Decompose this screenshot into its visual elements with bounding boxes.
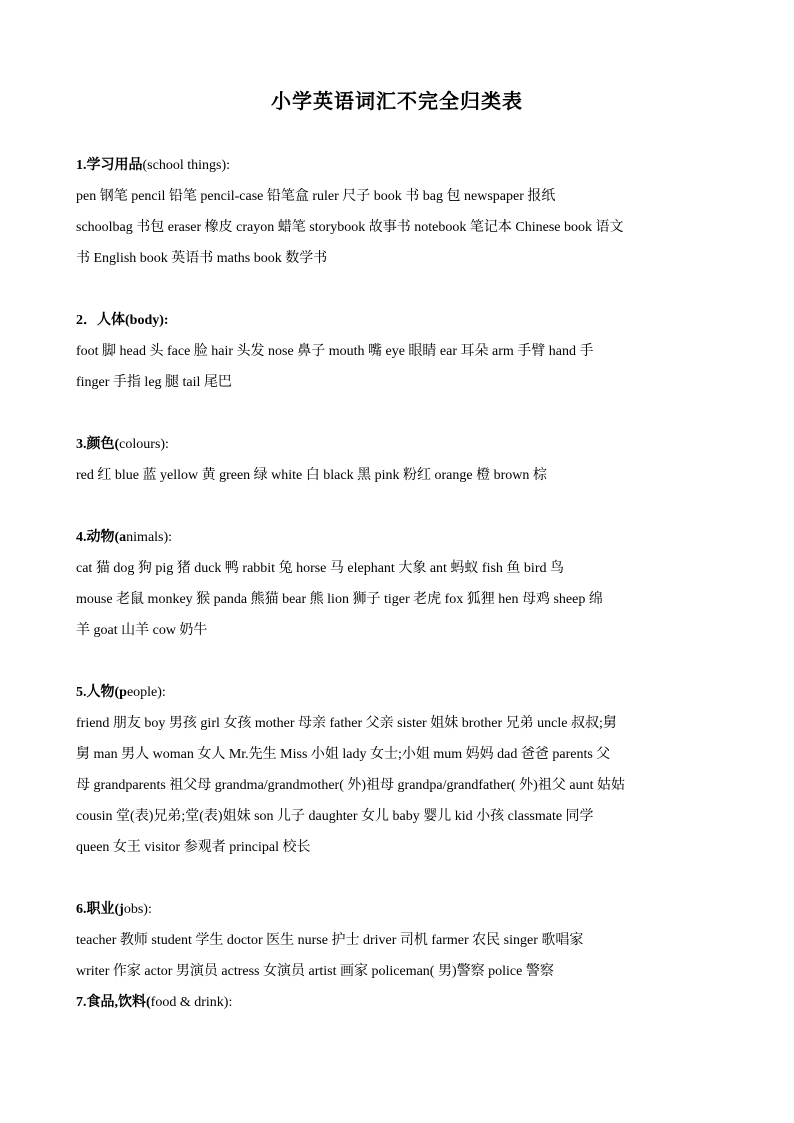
section-people <box>76 677 726 863</box>
heading-bold: 1.学习用品 <box>76 158 143 173</box>
vocab-line: 羊 goat 山羊 cow 奶牛 <box>76 623 208 638</box>
heading-rest: colours): <box>119 437 169 452</box>
heading-rest: eople): <box>126 685 166 700</box>
section-school-things <box>76 150 726 274</box>
heading-rest: obs): <box>123 902 152 917</box>
vocab-line: pen 钢笔 pencil 铅笔 pencil-case 铅笔盒 ruler 尺子 book 书 bag 包 newspaper 报纸 <box>76 189 556 204</box>
section-animals <box>76 522 726 646</box>
vocab-line: friend 朋友 boy 男孩 girl 女孩 mother 母亲 father 父亲 sister 姐妹 brother 兄弟 uncle 叔叔;舅 <box>76 716 617 731</box>
vocab-line: cat 猫 dog 狗 pig 猪 duck 鸭 rabbit 兔 horse 马 elephant 大象 ant 蚂蚁 fish 鱼 bird 鸟 <box>76 561 564 576</box>
section-heading <box>76 305 726 336</box>
vocabulary-content <box>76 150 726 1018</box>
vocab-line: writer 作家 actor 男演员 actress 女演员 artist 画家 policeman( 男)警察 police 警察 <box>76 964 554 979</box>
section-heading <box>76 987 726 1018</box>
heading-bold: 5.人物(p <box>76 685 127 700</box>
vocab-line: mouse 老鼠 monkey 猴 panda 熊猫 bear 熊 lion 狮子 tiger 老虎 fox 狐狸 hen 母鸡 sheep 绵 <box>76 592 603 607</box>
heading-rest: nimals): <box>126 530 173 545</box>
section-heading <box>76 522 726 553</box>
heading-bold: 6.职业(j <box>76 902 124 917</box>
heading-rest: (school things): <box>142 158 230 173</box>
heading-rest: food & drink): <box>150 995 233 1010</box>
section-jobs <box>76 894 726 987</box>
vocab-line: foot 脚 head 头 face 脸 hair 头发 nose 鼻子 mouth 嘴 eye 眼睛 ear 耳朵 arm 手臂 hand 手 <box>76 344 594 359</box>
section-food-drink <box>76 987 726 1018</box>
vocab-line: 母 grandparents 祖父母 grandma/grandmother( 外)祖母 grandpa/grandfather( 外)祖父 aunt 姑姑 <box>76 778 625 793</box>
vocab-line: queen 女王 visitor 参观者 principal 校长 <box>76 840 311 855</box>
vocab-line: finger 手指 leg 腿 tail 尾巴 <box>76 375 232 390</box>
section-heading <box>76 150 726 181</box>
heading-bold: 7.食品,饮料( <box>76 995 151 1010</box>
section-colours <box>76 429 726 491</box>
vocab-line: 舅 man 男人 woman 女人 Mr.先生 Miss 小姐 lady 女士;小姐 mum 妈妈 dad 爸爸 parents 父 <box>76 747 611 762</box>
vocab-line: schoolbag 书包 eraser 橡皮 crayon 蜡笔 storybook 故事书 notebook 笔记本 Chinese book 语文 <box>76 220 624 235</box>
page-title: 小学英语词汇不完全归类表 <box>271 91 523 113</box>
heading-bold: 3.颜色( <box>76 437 120 452</box>
heading-bold: 2．人体(body): <box>76 313 169 328</box>
section-heading <box>76 677 726 708</box>
vocab-line: cousin 堂(表)兄弟;堂(表)姐妹 son 儿子 daughter 女儿 baby 婴儿 kid 小孩 classmate 同学 <box>76 809 594 824</box>
heading-bold: 4.动物(a <box>76 530 127 545</box>
vocab-line: 书 English book 英语书 maths book 数学书 <box>76 251 328 266</box>
section-heading <box>76 429 726 460</box>
section-heading <box>76 894 726 925</box>
section-body <box>76 305 726 398</box>
vocab-line: red 红 blue 蓝 yellow 黄 green 绿 white 白 black 黑 pink 粉红 orange 橙 brown 棕 <box>76 468 547 483</box>
vocab-line: teacher 教师 student 学生 doctor 医生 nurse 护士 driver 司机 farmer 农民 singer 歌唱家 <box>76 933 584 948</box>
